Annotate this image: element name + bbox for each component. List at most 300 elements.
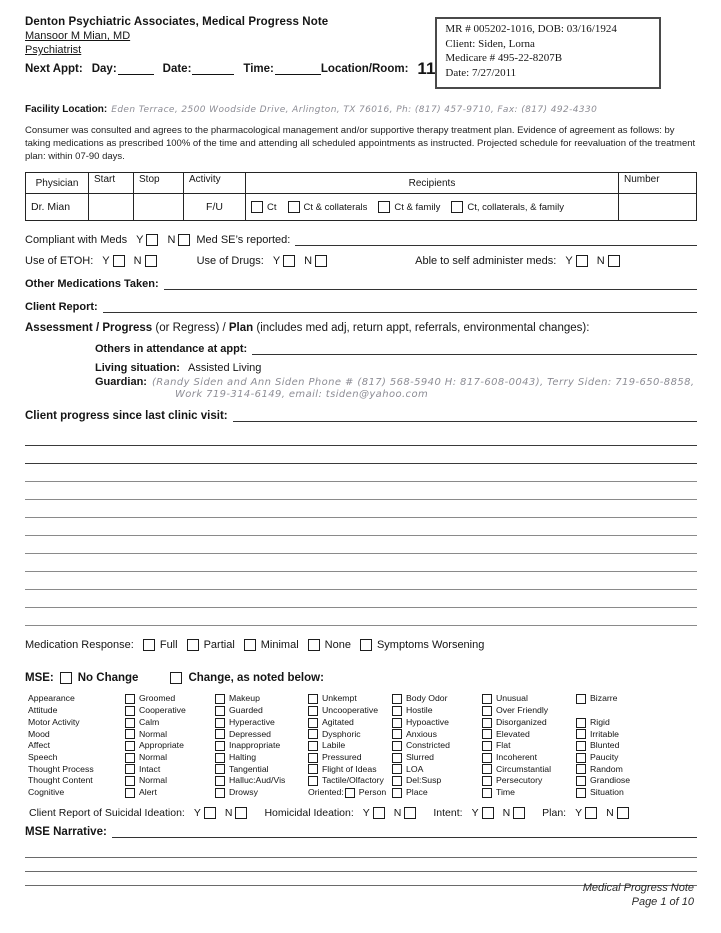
unusual-checkbox[interactable] <box>482 694 492 704</box>
compliant-meds-yes-checkbox[interactable] <box>146 234 158 246</box>
mse-option-cell <box>392 775 482 787</box>
mse-narrative-ruled-line[interactable] <box>25 844 697 858</box>
inappropriate-checkbox[interactable] <box>215 741 225 751</box>
mse-option-cell <box>308 693 392 705</box>
med-se-field[interactable] <box>295 232 697 246</box>
living-situation-label: Living situation: <box>95 362 180 375</box>
intent-yes-checkbox[interactable] <box>482 807 494 819</box>
client-progress-ruled-line[interactable] <box>25 500 697 518</box>
mse-row-attitude <box>28 705 697 717</box>
etoh-no-checkbox[interactable] <box>145 255 157 267</box>
rigid-checkbox[interactable] <box>576 718 586 728</box>
compliant-meds-row <box>25 232 697 246</box>
mse-row-affect <box>28 740 697 752</box>
mse-category-label: Attitude <box>28 705 58 716</box>
medicare-line: Medicare # 495-22-8207B <box>445 52 563 65</box>
time-checkbox[interactable] <box>482 788 492 798</box>
assessment-heading-bold2: Plan <box>228 322 254 335</box>
client-progress-label: Client progress since last clinic visit: <box>25 410 228 423</box>
tactile-olfactory-checkbox[interactable] <box>308 776 318 786</box>
halting-label: Halting <box>229 751 257 762</box>
time-field[interactable] <box>275 62 321 75</box>
homicidal-ideation-yes-checkbox[interactable] <box>373 807 385 819</box>
physician-header: Physician <box>26 173 89 194</box>
guardian-info-line2: Work 719-314-6149, email: tsiden@yahoo.com <box>175 389 429 401</box>
uncooperative-label: Uncooperative <box>322 705 379 716</box>
mse-narrative-field[interactable] <box>112 824 697 838</box>
mse-category-label: Mood <box>28 728 50 739</box>
over-friendly-checkbox[interactable] <box>482 706 492 716</box>
location-room-label: Location/Room: <box>320 63 409 75</box>
activity-cell: F/U <box>184 194 246 221</box>
next-appt-label: Next Appt: <box>25 63 83 75</box>
calm-checkbox[interactable] <box>125 718 135 728</box>
mse-option-cell <box>392 752 482 764</box>
alert-checkbox[interactable] <box>125 788 135 798</box>
drugs-yn <box>264 255 327 267</box>
appropriate-label: Appropriate <box>139 740 184 751</box>
mse-option-cell <box>125 775 215 787</box>
mse-option-cell <box>308 740 392 752</box>
mse-grid <box>25 693 697 798</box>
partial-checkbox[interactable] <box>187 639 199 651</box>
facility-location-label: Facility Location: <box>25 103 108 115</box>
self-admin-yn <box>556 255 619 267</box>
mse-category-label: Cognitive <box>28 787 65 798</box>
client-progress-ruled-line[interactable] <box>25 446 697 464</box>
client-progress-ruled-line[interactable] <box>25 464 697 482</box>
mse-category-label: Thought Process <box>28 763 94 774</box>
mse-option-cell <box>125 693 215 705</box>
drugs-no-label: N <box>304 255 313 268</box>
mse-row-thought-process <box>28 764 697 776</box>
suicidal-ideation-yes-checkbox[interactable] <box>204 807 216 819</box>
client-progress-ruled-line[interactable] <box>25 482 697 500</box>
cooperative-checkbox[interactable] <box>125 706 135 716</box>
compliant-meds-no-checkbox[interactable] <box>178 234 190 246</box>
self-administer-yes-label: Y <box>565 255 573 268</box>
medication-response-label: Medication Response: <box>25 639 134 652</box>
unkempt-label: Unkempt <box>322 693 357 704</box>
hostile-label: Hostile <box>406 705 433 716</box>
etoh-label: Use of ETOH: <box>25 255 94 268</box>
ideation-row <box>25 807 697 819</box>
mse-category-label: Motor Activity <box>28 716 80 727</box>
partial-label: Partial <box>203 639 235 652</box>
other-medications-label: Other Medications Taken: <box>25 278 159 291</box>
assessment-heading-bold1: Assessment / Progress <box>25 322 153 335</box>
mse-option-cell <box>482 752 576 764</box>
intent-no-checkbox[interactable] <box>513 807 525 819</box>
minimal-label: Minimal <box>260 639 299 652</box>
constricted-checkbox[interactable] <box>392 741 402 751</box>
symptoms-worsening-option <box>360 639 484 651</box>
person-checkbox[interactable] <box>345 788 355 798</box>
client-progress-ruled-line[interactable] <box>25 428 697 446</box>
mse-category-label: Affect <box>28 740 51 751</box>
mse-no-change-checkbox[interactable] <box>60 672 72 684</box>
recipients-options <box>251 201 613 213</box>
self-administer-no-checkbox[interactable] <box>608 255 620 267</box>
drowsy-checkbox[interactable] <box>215 788 225 798</box>
client-progress-ruled-line[interactable] <box>25 590 697 608</box>
mse-row-mood <box>28 729 697 741</box>
physician-cell: Dr. Mian <box>26 194 89 221</box>
grandiose-checkbox[interactable] <box>576 776 586 786</box>
groomed-label: Groomed <box>139 693 176 704</box>
intent-label: Intent: <box>433 806 463 819</box>
uncooperative-checkbox[interactable] <box>308 706 318 716</box>
full-checkbox[interactable] <box>143 639 155 651</box>
constricted-label: Constricted <box>406 740 450 751</box>
mse-option-cell <box>392 717 482 729</box>
guarded-checkbox[interactable] <box>215 706 225 716</box>
client-progress-ruled-line[interactable] <box>25 554 697 572</box>
client-progress-lines <box>25 428 697 626</box>
mse-option-cell <box>308 705 392 717</box>
elevated-checkbox[interactable] <box>482 729 492 739</box>
mse-option-cell <box>125 705 215 717</box>
mse-option-cell <box>576 693 618 705</box>
symptoms-worsening-checkbox[interactable] <box>360 639 372 651</box>
appropriate-checkbox[interactable] <box>125 741 135 751</box>
oriented-label: Oriented: <box>308 787 344 798</box>
other-medications-field[interactable] <box>164 276 697 290</box>
drugs-no-checkbox[interactable] <box>315 255 327 267</box>
slurred-label: Slurred <box>406 751 435 762</box>
homicidal-ideation-label: Homicidal Ideation: <box>264 806 354 819</box>
pressured-checkbox[interactable] <box>308 753 318 763</box>
guardian-info-line1: (Randy Siden and Ann Siden Phone # (817) 568-5940 H: 817-608-0043), Terry Siden: 719-650-8858, <box>151 377 695 389</box>
guardian-label: Guardian: <box>95 376 147 389</box>
med-se-label: Med SE’s reported: <box>196 234 291 247</box>
client-report-row <box>25 299 697 313</box>
mse-narrative-lines <box>25 844 697 886</box>
recipients-header: Recipients <box>246 173 619 194</box>
mse-label: MSE: <box>25 672 54 685</box>
mse-option-cell <box>125 740 215 752</box>
mse-header-row <box>25 672 697 684</box>
client-progress-field[interactable] <box>233 408 697 422</box>
bizarre-checkbox[interactable] <box>576 694 586 704</box>
plan-no-checkbox[interactable] <box>617 807 629 819</box>
client-progress-ruled-line[interactable] <box>25 518 697 536</box>
medication-response-row <box>25 639 697 651</box>
mse-change-label: Change, as noted below: <box>188 672 324 685</box>
time-label: Time <box>496 787 515 798</box>
situation-label: Situation <box>590 787 624 798</box>
others-attendance-field[interactable] <box>252 341 697 355</box>
mse-narrative-label: MSE Narrative: <box>25 825 107 838</box>
client-progress-ruled-line[interactable] <box>25 572 697 590</box>
ct-family-label: Ct & family <box>394 201 441 213</box>
mse-row-thought-content <box>28 775 697 787</box>
plan-yes-checkbox[interactable] <box>585 807 597 819</box>
agitated-checkbox[interactable] <box>308 718 318 728</box>
flight-of-ideas-label: Flight of Ideas <box>322 763 377 774</box>
recipients-cell <box>246 194 619 221</box>
place-checkbox[interactable] <box>392 788 402 798</box>
facility-location-value: Eden Terrace, 2500 Woodside Drive, Arlington, TX 76016, Ph: (817) 457-9710, Fax: (817) 492-4330 <box>111 104 598 115</box>
disorganized-label: Disorganized <box>496 716 547 727</box>
flat-label: Flat <box>496 740 511 751</box>
calm-label: Calm <box>139 716 160 727</box>
pressured-label: Pressured <box>322 751 362 762</box>
mse-option-cell <box>215 787 308 799</box>
persecutory-checkbox[interactable] <box>482 776 492 786</box>
mse-option-cell <box>392 787 482 799</box>
mse-row-motor-activity <box>28 717 697 729</box>
mse-option-cell <box>215 717 308 729</box>
unusual-label: Unusual <box>496 693 528 704</box>
slurred-checkbox[interactable] <box>392 753 402 763</box>
mse-option-cell <box>308 775 392 787</box>
client-progress-ruled-line[interactable] <box>25 608 697 626</box>
mse-row-speech <box>28 752 697 764</box>
mse-option-cell <box>482 693 576 705</box>
intent-yes-label: Y <box>471 806 479 819</box>
ct-collaterals-checkbox[interactable] <box>288 201 300 213</box>
hypoactive-label: Hypoactive <box>406 716 449 727</box>
mse-option-cell <box>125 729 215 741</box>
substance-use-row <box>25 255 697 267</box>
mse-no-change-label: No Change <box>77 672 139 685</box>
other-medications-row <box>25 276 697 290</box>
mse-option-cell <box>125 717 215 729</box>
agitated-label: Agitated <box>322 716 354 727</box>
unkempt-checkbox[interactable] <box>308 694 318 704</box>
session-table <box>25 172 697 221</box>
form-title: Denton Psychiatric Associates, Medical Progress Note <box>25 16 329 28</box>
mse-change-checkbox[interactable] <box>170 672 182 684</box>
blunted-checkbox[interactable] <box>576 741 586 751</box>
normal-checkbox[interactable] <box>125 729 135 739</box>
suicidal-ideation-yes-label: Y <box>193 806 201 819</box>
mse-option-cell <box>308 764 392 776</box>
del-susp-checkbox[interactable] <box>392 776 402 786</box>
flat-checkbox[interactable] <box>482 741 492 751</box>
none-option <box>308 639 351 651</box>
suicidal-ideation-group <box>29 807 247 819</box>
start-cell[interactable] <box>89 194 134 221</box>
client-progress-ruled-line[interactable] <box>25 536 697 554</box>
page-footer <box>583 881 694 910</box>
mr-dob-line: MR # 005202-1016, DOB: 03/16/1924 <box>445 23 617 35</box>
date-label: Date: <box>162 63 192 75</box>
suicidal-ideation-yn <box>185 807 248 819</box>
plan-no-label: N <box>606 806 614 819</box>
labile-label: Labile <box>322 740 346 751</box>
mse-option-cell <box>576 764 623 776</box>
ct-collaterals-family-checkbox[interactable] <box>451 201 463 213</box>
homicidal-ideation-no-checkbox[interactable] <box>404 807 416 819</box>
compliant-meds-no-label: N <box>167 234 176 247</box>
session-table-header-row <box>26 173 697 194</box>
body-odor-checkbox[interactable] <box>392 694 402 704</box>
depressed-checkbox[interactable] <box>215 729 225 739</box>
drugs-label: Use of Drugs: <box>196 255 264 268</box>
hyperactive-label: Hyperactive <box>229 716 275 727</box>
halluc-aud-vis-label: Halluc:Aud/Vis <box>229 775 286 786</box>
persecutory-label: Persecutory <box>496 775 543 786</box>
alert-label: Alert <box>139 787 157 798</box>
situation-checkbox[interactable] <box>576 788 586 798</box>
mse-option-cell <box>576 717 610 729</box>
etoh-yes-label: Y <box>102 255 110 268</box>
rigid-label: Rigid <box>590 716 610 727</box>
guardian-row <box>95 376 697 388</box>
makeup-checkbox[interactable] <box>215 694 225 704</box>
cooperative-label: Cooperative <box>139 705 186 716</box>
mse-option-cell <box>125 764 215 776</box>
self-administer-yes-checkbox[interactable] <box>576 255 588 267</box>
drowsy-label: Drowsy <box>229 787 258 798</box>
suicidal-ideation-label: Client Report of Suicidal Ideation: <box>29 806 185 819</box>
mse-option-cell <box>482 787 576 799</box>
drugs-yes-label: Y <box>272 255 281 268</box>
circumstantial-checkbox[interactable] <box>482 764 492 774</box>
loa-checkbox[interactable] <box>392 764 402 774</box>
intact-checkbox[interactable] <box>125 764 135 774</box>
time-label: Time: <box>243 63 274 75</box>
dysphoric-label: Dysphoric <box>322 728 361 739</box>
others-attendance-label: Others in attendance at appt: <box>95 343 248 356</box>
intent-yn <box>463 807 526 819</box>
plan-yn <box>566 807 629 819</box>
none-checkbox[interactable] <box>308 639 320 651</box>
mse-option-cell <box>482 775 576 787</box>
mse-category-label: Appearance <box>28 693 75 704</box>
date-line: Date: 7/27/2011 <box>445 66 517 79</box>
hostile-checkbox[interactable] <box>392 706 402 716</box>
irritable-label: Irritable <box>590 728 619 739</box>
normal-label: Normal <box>139 728 167 739</box>
random-checkbox[interactable] <box>576 764 586 774</box>
ct-family-checkbox[interactable] <box>378 201 390 213</box>
mse-change-group <box>164 672 323 684</box>
mse-option-cell <box>392 740 482 752</box>
consent-paragraph: Consumer was consulted and agrees to the pharmacological management and/or supportive therapy treatment plan. Evidence of agreement as follows: by taking medications as prescribed 100% of the time and attending all scheduled appointments as instructed. Projected schedule for reevaluation of the treatment plan: within 07-90 days. <box>25 124 696 163</box>
mse-option-cell <box>576 752 619 764</box>
anxious-checkbox[interactable] <box>392 729 402 739</box>
mse-option-cell <box>308 752 392 764</box>
incoherent-checkbox[interactable] <box>482 753 492 763</box>
full-option <box>143 639 178 651</box>
guarded-label: Guarded <box>229 705 263 716</box>
plan-label: Plan: <box>542 806 567 819</box>
ct-collaterals-label: Ct & collaterals <box>303 201 368 213</box>
ct-checkbox[interactable] <box>251 201 263 213</box>
paucity-checkbox[interactable] <box>576 753 586 763</box>
medication-response-options <box>134 639 485 651</box>
symptoms-worsening-label: Symptoms Worsening <box>376 639 485 652</box>
ct-collaterals-family-option <box>451 201 564 213</box>
number-header: Number <box>619 173 697 194</box>
day-label: Day: <box>91 63 117 75</box>
header <box>25 16 697 89</box>
mse-option-cell <box>125 787 215 799</box>
halting-checkbox[interactable] <box>215 753 225 763</box>
plan-yes-label: Y <box>575 806 583 819</box>
labile-checkbox[interactable] <box>308 741 318 751</box>
mse-option-cell <box>482 740 576 752</box>
mse-option-cell <box>215 764 308 776</box>
homicidal-ideation-yes-label: Y <box>362 806 370 819</box>
person-label: Person <box>358 787 387 798</box>
grandiose-label: Grandiose <box>590 775 631 786</box>
room-number: 11 <box>417 59 436 78</box>
none-label: None <box>324 639 351 652</box>
flight-of-ideas-checkbox[interactable] <box>308 764 318 774</box>
tangential-checkbox[interactable] <box>215 764 225 774</box>
homicidal-ideation-no-label: N <box>393 806 402 819</box>
full-label: Full <box>159 639 178 652</box>
client-report-field[interactable] <box>103 299 697 313</box>
self-admin-label: Able to self administer meds: <box>415 255 557 268</box>
day-field[interactable] <box>118 62 154 75</box>
place-label: Place <box>406 787 428 798</box>
mse-option-cell <box>392 705 482 717</box>
homicidal-ideation-group <box>264 807 416 819</box>
groomed-checkbox[interactable] <box>125 694 135 704</box>
living-situation-row <box>95 362 697 374</box>
mse-option-cell <box>576 729 619 741</box>
mse-option-cell <box>482 764 576 776</box>
ct-family-option <box>378 201 440 213</box>
mse-option-cell <box>576 787 624 799</box>
del-susp-label: Del:Susp <box>406 775 442 786</box>
mse-option-cell <box>392 729 482 741</box>
normal-checkbox[interactable] <box>125 776 135 786</box>
mse-option-cell <box>482 717 576 729</box>
minimal-checkbox[interactable] <box>244 639 256 651</box>
dysphoric-checkbox[interactable] <box>308 729 318 739</box>
irritable-checkbox[interactable] <box>576 729 586 739</box>
homicidal-ideation-yn <box>354 807 417 819</box>
self-administer-no-label: N <box>596 255 605 268</box>
mse-option-cell <box>482 729 576 741</box>
date-field[interactable] <box>192 62 234 75</box>
normal-checkbox[interactable] <box>125 753 135 763</box>
suicidal-ideation-no-checkbox[interactable] <box>235 807 247 819</box>
bizarre-label: Bizarre <box>590 693 618 704</box>
incoherent-label: Incoherent <box>496 751 538 762</box>
assessment-heading-reg1: (or Regress) / <box>152 322 229 335</box>
mse-option-cell <box>308 729 392 741</box>
drugs-yes-checkbox[interactable] <box>283 255 295 267</box>
mse-option-cell <box>308 717 392 729</box>
stop-cell[interactable] <box>134 194 184 221</box>
ct-collaterals-family-label: Ct, collaterals, & family <box>467 201 564 213</box>
halluc-aud-vis-checkbox[interactable] <box>215 776 225 786</box>
mse-category-label: Thought Content <box>28 775 93 786</box>
mse-option-cell <box>576 740 619 752</box>
disorganized-checkbox[interactable] <box>482 718 492 728</box>
plan-group <box>542 807 629 819</box>
mse-narrative-ruled-line[interactable] <box>25 858 697 872</box>
etoh-yes-checkbox[interactable] <box>113 255 125 267</box>
intent-group <box>433 807 525 819</box>
elevated-label: Elevated <box>496 728 530 739</box>
client-name-line: Client: Siden, Lorna <box>445 37 535 50</box>
hyperactive-checkbox[interactable] <box>215 718 225 728</box>
mse-option-cell <box>308 787 392 799</box>
hypoactive-checkbox[interactable] <box>392 718 402 728</box>
mse-option-cell <box>215 693 308 705</box>
number-cell[interactable] <box>619 194 697 221</box>
footer-document-title: Medical Progress Note <box>582 882 694 894</box>
normal-label: Normal <box>139 775 167 786</box>
